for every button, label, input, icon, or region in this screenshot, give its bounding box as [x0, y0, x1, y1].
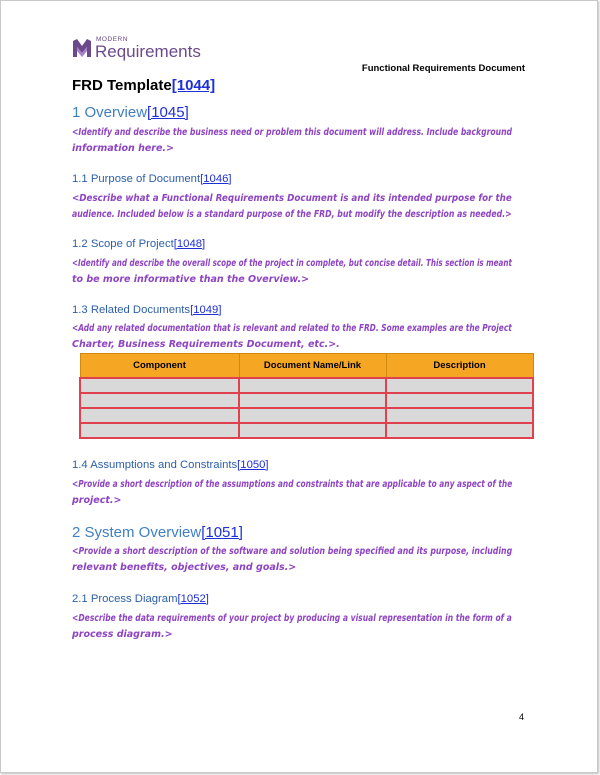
instruction-overview-line-1: <Identify and describe the business need or problem this document will address. Include background: [72, 127, 512, 138]
heading-overview-ref-link[interactable]: [1045]: [147, 104, 189, 121]
heading-scope-text: 1.2 Scope of Project: [72, 238, 174, 250]
instruction-system-overview-line-2: relevant benefits, objectives, and goals.>: [72, 561, 297, 573]
heading-assumptions-ref-link[interactable]: [1050]: [237, 459, 269, 471]
heading-assumptions-text: 1.4 Assumptions and Constraints: [72, 459, 238, 471]
heading-system-overview-ref-link[interactable]: [1051]: [201, 524, 243, 541]
heading-system-overview: [72, 524, 243, 541]
heading-system-overview-text: 2 System Overview: [72, 524, 202, 541]
instruction-assumptions-line-2: project.>: [72, 494, 122, 506]
instruction-assumptions: [72, 477, 532, 508]
heading-overview-text: 1 Overview: [72, 104, 148, 121]
heading-process-diagram-ref-link[interactable]: [1052]: [177, 593, 209, 605]
table-cell[interactable]: [386, 393, 533, 408]
instruction-process-diagram: [72, 611, 532, 642]
table-cell[interactable]: [239, 378, 386, 393]
heading-process-diagram: [72, 593, 209, 605]
table-cell[interactable]: [80, 423, 239, 438]
instruction-system-overview: [72, 544, 532, 575]
related-documents-table: [79, 353, 534, 439]
doc-title: [72, 77, 215, 94]
instruction-purpose-line-2: audience. Included below is a standard purpose of the FRD, but modify the description as needed.>: [72, 208, 512, 220]
table-row: [80, 423, 533, 438]
table-row: [80, 378, 533, 393]
heading-purpose-ref-link[interactable]: [1046]: [200, 173, 232, 185]
heading-scope-ref-link[interactable]: [1048]: [173, 238, 206, 250]
instruction-purpose: [72, 191, 532, 222]
instruction-process-diagram-line-1: <Describe the data requirements of your project by producing a visual representation in the form of a: [72, 613, 512, 624]
table-cell[interactable]: [239, 408, 386, 423]
instruction-scope: [72, 256, 532, 287]
table-header-document-name: Document Name/Link: [239, 354, 386, 379]
table-row: [80, 393, 533, 408]
page-number: 4: [518, 712, 524, 722]
instruction-related-line-1: <Add any related documentation that is relevant and related to the FRD. Some examples are the Project: [72, 323, 512, 334]
instruction-overview-line-2: information here.>: [72, 142, 174, 154]
table-cell[interactable]: [80, 393, 239, 408]
instruction-related-line-2: Charter, Business Requirements Document, etc.>.: [72, 338, 340, 350]
heading-assumptions: [72, 459, 269, 471]
table-cell[interactable]: [386, 408, 533, 423]
instruction-assumptions-line-1: <Provide a short description of the assumptions and constraints that are applicable to any aspect of the: [72, 479, 513, 490]
header-doc-type: Functional Requirements Document: [361, 63, 525, 74]
table-header-row: [80, 354, 533, 379]
heading-process-diagram-text: 2.1 Process Diagram: [72, 593, 178, 605]
instruction-process-diagram-line-2: process diagram.>: [72, 628, 173, 640]
heading-purpose: [72, 173, 232, 185]
table-cell[interactable]: [386, 378, 533, 393]
heading-related-text: 1.3 Related Documents: [72, 304, 191, 316]
heading-related-ref-link[interactable]: [1049]: [190, 304, 222, 316]
instruction-related: [72, 321, 532, 352]
table-cell[interactable]: [239, 393, 386, 408]
table-header-description: Description: [386, 354, 533, 379]
table-cell[interactable]: [80, 378, 239, 393]
table-cell[interactable]: [239, 423, 386, 438]
table-cell[interactable]: [386, 423, 533, 438]
doc-title-text: FRD Template: [72, 77, 172, 94]
instruction-scope-line-2: to be more informative than the Overview.>: [72, 273, 310, 285]
instruction-purpose-line-1: <Describe what a Functional Requirements Document is and its intended purpose for the: [72, 193, 512, 204]
heading-overview: [72, 104, 189, 121]
instruction-scope-line-1: <Identify and describe the overall scope of the project in complete, but concise detail. This section is meant: [72, 258, 512, 269]
logo-mark-icon: [72, 37, 92, 59]
doc-title-ref-link[interactable]: [1044]: [171, 77, 216, 94]
instruction-overview: [72, 125, 532, 156]
heading-purpose-text: 1.1 Purpose of Document: [72, 173, 201, 185]
instruction-system-overview-line-1: <Provide a short description of the software and solution being specified and its purpose, including: [72, 546, 513, 557]
logo-big-text: Requirements: [95, 42, 201, 61]
heading-scope: [72, 238, 205, 250]
table-header-component: Component: [80, 354, 239, 379]
logo-small-text: MODERN: [96, 36, 128, 43]
table-cell[interactable]: [80, 408, 239, 423]
table-row: [80, 408, 533, 423]
heading-related: [72, 304, 221, 316]
